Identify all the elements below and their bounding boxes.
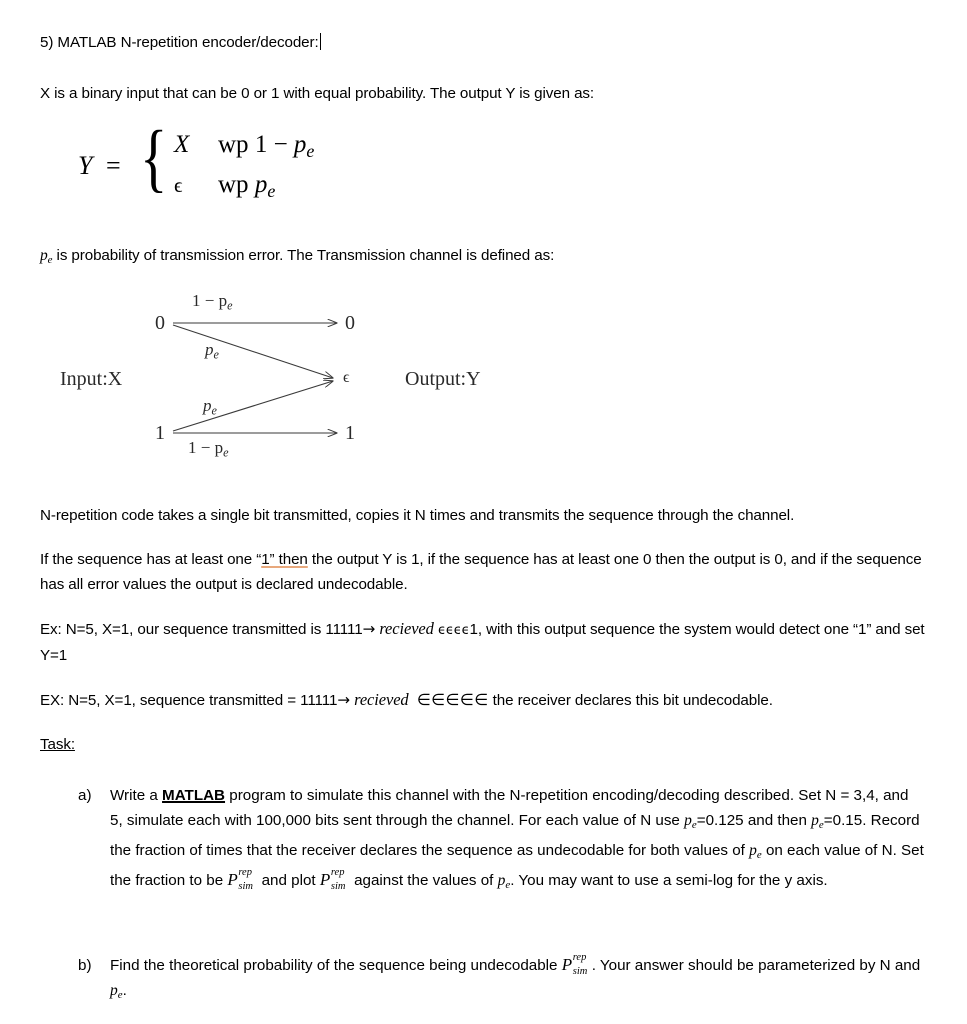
document-title-line[interactable] [40, 30, 925, 55]
rule-text-part1: If the sequence has at least one “ [40, 551, 262, 569]
psim-sub: sim [238, 881, 253, 893]
task-item-a-marker: a) [78, 787, 92, 805]
equation-row2-wp: wp [218, 171, 249, 198]
edge-bottom-text: 1 − p [188, 438, 224, 458]
psim-sup: rep [330, 867, 345, 879]
piecewise-equation [78, 116, 925, 217]
example1-part1: Ex: N=5, X=1, our sequence transmitted is 11111 [40, 621, 363, 639]
edge-bottom-sub: e [223, 445, 229, 460]
example-1-paragraph [40, 616, 925, 668]
diagram-input-label: Input:X [60, 368, 123, 391]
spacer [40, 713, 925, 732]
rule-highlight: 1” then [261, 551, 308, 569]
item-a-seg7: against the values of [349, 872, 498, 890]
diagram-node-output-0: 0 [345, 312, 355, 335]
item-a-seg8: . You may want to use a semi-log for the y axis. [510, 872, 828, 890]
item-a-matlab: MATLAB [162, 787, 226, 805]
item-a-pe3: p [749, 842, 757, 860]
example1-recieved: recieved [379, 619, 434, 639]
diagram-node-output-1: 1 [345, 422, 355, 445]
psim-base: P [227, 870, 238, 890]
psim-sub: sim [330, 881, 346, 893]
equation-row1-prob-sub: e [306, 141, 315, 162]
equation-row-1 [174, 131, 314, 162]
diagram-edge-label-lower [203, 396, 217, 418]
text-caret [320, 33, 321, 50]
pe-symbol: p [40, 247, 48, 264]
equation-lhs: Y [78, 151, 93, 180]
diagram-output-label: Output:Y [405, 368, 481, 391]
intro-paragraph: X is a binary input that can be 0 or 1 with equal probability. The output Y is given as: [40, 85, 595, 102]
document-body [40, 30, 925, 1008]
edge-lower-sub: e [211, 403, 217, 418]
edge-upper-sub: e [213, 347, 219, 362]
item-a-pe1: p [684, 812, 692, 830]
item-a-seg4: =0.15. Record the fraction of times that the receiver declares the sequence as undecodable for both values of [110, 812, 920, 860]
task-item-b [40, 953, 925, 1008]
item-a-psim-2 [319, 867, 350, 893]
item-a-pe3-sub: e [756, 849, 762, 862]
spacer [40, 528, 925, 547]
spacer [40, 106, 925, 125]
diagram-node-input-0: 0 [155, 312, 165, 335]
example2-epsilons: ∈∈∈∈∈ [416, 690, 489, 710]
spacer [40, 597, 925, 616]
spacer [40, 898, 925, 934]
spacer [40, 55, 925, 81]
rule-text-part2: the output Y is 1, if the sequence has at least one 0 then the output is 0, and if the sequence has all error values the output is declared undecodable. [40, 551, 922, 594]
task-item-a [40, 783, 925, 898]
equation-row2-prob-base: p [254, 171, 268, 198]
task-item-b-marker: b) [78, 957, 92, 975]
item-b-seg3: . [122, 982, 127, 1000]
example1-arrow: → [362, 620, 376, 639]
psim-base: P [319, 870, 331, 890]
equation-row2-prob-sub: e [267, 181, 276, 202]
item-a-pe2: p [811, 812, 819, 830]
equation-brace: { [140, 116, 168, 200]
pe-symbol-sub: e [47, 254, 53, 267]
channel-diagram [40, 292, 925, 477]
item-a-pe1-sub: e [691, 819, 697, 832]
item-b-pe1: p [110, 982, 118, 1000]
equation-row1-prob: 1 − [254, 131, 288, 158]
item-a-seg2: program to simulate this channel with the N-repetition encoding/decoding described. Set N = 3,4, and 5, simulate each with 100,000 bits sent through the channel. For each value of N use [110, 787, 909, 830]
equation-row1-wp: wp [218, 131, 249, 158]
spacer [40, 273, 925, 292]
diagram-node-output-epsilon: ϵ [343, 369, 350, 387]
task-heading [40, 732, 925, 757]
nrep-description-paragraph: N-repetition code takes a single bit transmitted, copies it N times and transmits the sequence through the channel. [40, 507, 795, 525]
edge-top-text: 1 − p [192, 291, 228, 311]
equation-row1-prob-base: p [293, 131, 307, 158]
pe-definition-text: is probability of transmission error. The Transmission channel is defined as: [52, 247, 555, 264]
spacer [40, 668, 925, 687]
edge-lower-text: p [203, 396, 212, 416]
item-a-pe4-sub: e [505, 879, 511, 892]
item-a-seg3: =0.125 and then [696, 812, 812, 830]
psim-base: P [561, 955, 573, 975]
example1-epsilons: ϵϵϵϵ [437, 623, 470, 639]
example2-part2: the receiver declares this bit undecodable. [488, 692, 773, 710]
equation-equals: = [106, 151, 121, 180]
item-b-seg2: . Your answer should be parameterized by N and [591, 957, 921, 975]
item-a-pe2-sub: e [818, 819, 824, 832]
spacer [40, 477, 925, 503]
item-a-seg5: on each value of N. Set the fraction to be [110, 842, 924, 890]
psim-sup: rep [572, 952, 587, 964]
edge-top-sub: e [227, 298, 233, 313]
psim-sup: rep [238, 867, 252, 879]
equation-row-2 [174, 171, 275, 202]
equation-row1-value: X [174, 131, 190, 158]
item-a-seg1: Write a [110, 787, 163, 805]
item-a-psim-1 [227, 867, 257, 893]
example1-part2: 1, with this output sequence the system would detect one “1” and set Y=1 [40, 621, 925, 665]
spacer [40, 217, 925, 243]
item-b-seg1: Find the theoretical probability of the sequence being undecodable [110, 957, 562, 975]
task-heading-text: Task: [40, 736, 75, 754]
example2-part1: EX: N=5, X=1, sequence transmitted = 11111 [40, 692, 338, 710]
decoding-rule-paragraph [40, 547, 925, 597]
diagram-edge-label-top [192, 291, 233, 313]
title-text: 5) MATLAB N-repetition encoder/decoder: [40, 34, 319, 51]
example2-arrow: → [337, 691, 350, 710]
item-b-pe1-sub: e [117, 989, 123, 1002]
spacer [40, 757, 925, 783]
example-2-paragraph [40, 687, 925, 713]
edge-upper-text: p [205, 340, 214, 360]
diagram-edge-label-bottom [188, 438, 229, 460]
item-b-psim-1 [561, 952, 592, 978]
spacer [40, 934, 925, 953]
item-a-pe4: p [497, 872, 506, 890]
pe-definition-paragraph [40, 243, 925, 273]
equation-row2-value: ϵ [174, 173, 183, 197]
diagram-edge-label-upper [205, 340, 219, 362]
diagram-node-input-1: 1 [155, 422, 165, 445]
example2-recieved: recieved [354, 690, 409, 710]
item-a-seg6: and plot [257, 872, 320, 890]
psim-sub: sim [572, 966, 588, 978]
